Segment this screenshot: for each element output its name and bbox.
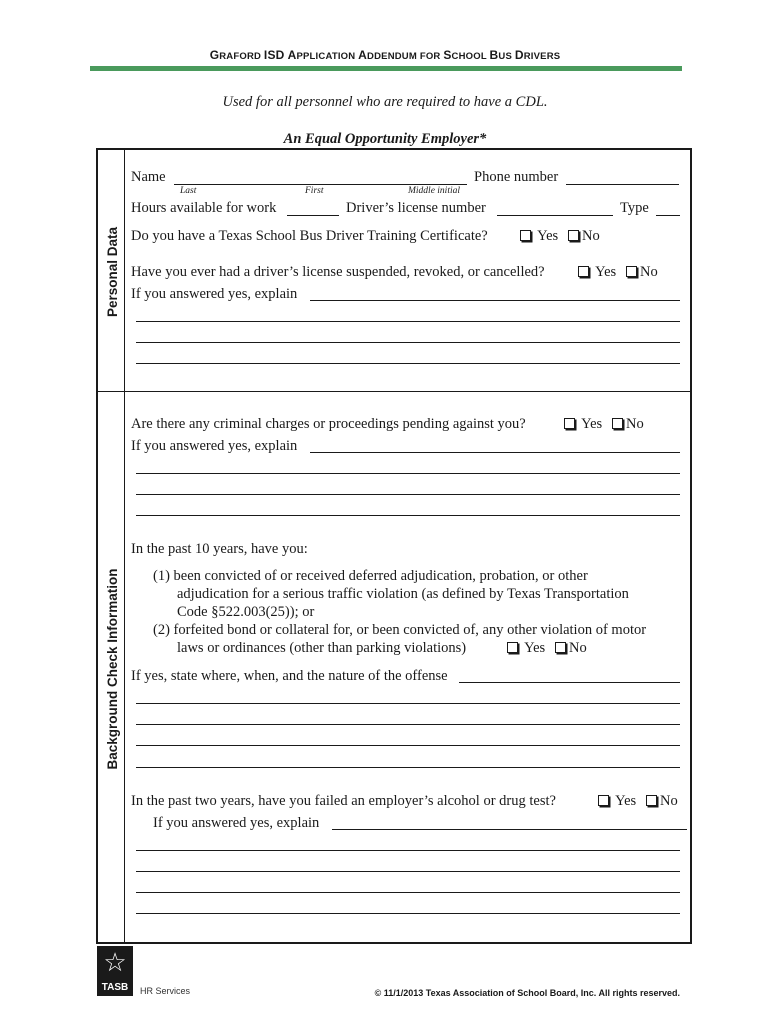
item-1-line-1: (1) been convicted of or received deferred adjudication, probation, or other bbox=[153, 568, 588, 584]
background-check-label: Background Check Information bbox=[105, 568, 120, 770]
explain-line[interactable] bbox=[136, 342, 680, 343]
equal-opportunity-line: An Equal Opportunity Employer* bbox=[283, 131, 487, 147]
personal-data-label: Personal Data bbox=[105, 226, 120, 318]
criminal-explain-line[interactable] bbox=[136, 494, 680, 495]
drug-test-explain-label: If you answered yes, explain bbox=[153, 815, 320, 831]
phone-field[interactable] bbox=[566, 184, 679, 185]
license-label: Driver’s license number bbox=[346, 200, 486, 216]
certificate-no-option[interactable]: No bbox=[568, 228, 600, 245]
drug-test-explain-line[interactable] bbox=[136, 892, 680, 893]
checkbox-icon[interactable] bbox=[564, 418, 575, 429]
checkbox-icon[interactable] bbox=[520, 230, 531, 241]
star-icon: ☆ bbox=[103, 948, 127, 978]
past-10-years-intro: In the past 10 years, have you: bbox=[131, 541, 308, 557]
explain-line[interactable] bbox=[136, 321, 680, 322]
hours-label: Hours available for work bbox=[131, 200, 277, 216]
type-label: Type bbox=[620, 200, 649, 216]
item-2-line-2: laws or ordinances (other than parking violations) bbox=[177, 640, 467, 656]
checkbox-icon[interactable] bbox=[568, 230, 579, 241]
drug-test-explain-line[interactable] bbox=[136, 871, 680, 872]
checkbox-icon[interactable] bbox=[626, 266, 637, 277]
certificate-yes-option[interactable]: Yes bbox=[520, 228, 558, 245]
type-field[interactable] bbox=[656, 215, 680, 216]
checkbox-icon[interactable] bbox=[555, 642, 566, 653]
item-2-line-1: (2) forfeited bond or collateral for, or been convicted of, any other violation of motor bbox=[153, 622, 647, 638]
name-label: Name bbox=[131, 169, 166, 185]
last-sublabel: Last bbox=[180, 186, 197, 196]
suspended-question: Have you ever had a driver’s license suspended, revoked, or cancelled? bbox=[131, 264, 545, 280]
offense-line[interactable] bbox=[136, 724, 680, 725]
checkbox-icon[interactable] bbox=[612, 418, 623, 429]
form-title: GRAFORD ISD APPLICATION ADDENDUM FOR SCHOOL BUS DRIVERS bbox=[209, 48, 561, 62]
drug-test-yes-option[interactable]: Yes bbox=[598, 793, 636, 810]
checkbox-icon[interactable] bbox=[578, 266, 589, 277]
suspended-yes-option[interactable]: Yes bbox=[578, 264, 616, 281]
middle-initial-sublabel: Middle initial bbox=[408, 186, 460, 196]
checkbox-icon[interactable] bbox=[507, 642, 518, 653]
hr-services-text: HR Services bbox=[140, 986, 191, 996]
item-1-line-2: adjudication for a serious traffic violation (as defined by Texas Transportation bbox=[177, 586, 629, 602]
explain-label: If you answered yes, explain bbox=[131, 286, 298, 302]
drug-test-explain-field[interactable] bbox=[332, 829, 687, 830]
checkbox-icon[interactable] bbox=[646, 795, 657, 806]
tasb-logo-text: TASB bbox=[101, 982, 129, 993]
offense-field[interactable] bbox=[459, 682, 680, 683]
offense-line[interactable] bbox=[136, 767, 680, 768]
offense-label: If yes, state where, when, and the nature of the offense bbox=[131, 668, 448, 684]
drug-test-explain-line[interactable] bbox=[136, 850, 680, 851]
explain-field[interactable] bbox=[310, 300, 680, 301]
license-field[interactable] bbox=[497, 215, 613, 216]
drug-test-explain-line[interactable] bbox=[136, 913, 680, 914]
violations-no-option[interactable]: No bbox=[555, 640, 587, 657]
criminal-no-option[interactable]: No bbox=[612, 416, 644, 433]
first-sublabel: First bbox=[305, 186, 324, 196]
item-1-line-3: Code §522.003(25)); or bbox=[177, 604, 315, 620]
header-rule bbox=[90, 66, 682, 71]
violations-yes-option[interactable]: Yes bbox=[507, 640, 545, 657]
phone-label: Phone number bbox=[474, 169, 559, 185]
hours-field[interactable] bbox=[287, 215, 339, 216]
intro-line: Used for all personnel who are required to have a CDL. bbox=[222, 94, 548, 110]
certificate-question: Do you have a Texas School Bus Driver Training Certificate? bbox=[131, 228, 488, 244]
criminal-question: Are there any criminal charges or proceedings pending against you? bbox=[131, 416, 526, 432]
criminal-explain-field[interactable] bbox=[310, 452, 680, 453]
criminal-explain-line[interactable] bbox=[136, 473, 680, 474]
drug-test-question: In the past two years, have you failed an employer’s alcohol or drug test? bbox=[131, 793, 556, 809]
offense-line[interactable] bbox=[136, 745, 680, 746]
criminal-yes-option[interactable]: Yes bbox=[564, 416, 602, 433]
suspended-no-option[interactable]: No bbox=[626, 264, 658, 281]
name-field[interactable] bbox=[174, 184, 467, 185]
offense-line[interactable] bbox=[136, 703, 680, 704]
explain-line[interactable] bbox=[136, 363, 680, 364]
criminal-explain-line[interactable] bbox=[136, 515, 680, 516]
checkbox-icon[interactable] bbox=[598, 795, 609, 806]
criminal-explain-label: If you answered yes, explain bbox=[131, 438, 298, 454]
section-divider bbox=[96, 391, 692, 392]
copyright-text: © 11/1/2013 Texas Association of School Board, Inc. All rights reserved. bbox=[374, 988, 680, 998]
drug-test-no-option[interactable]: No bbox=[646, 793, 678, 810]
